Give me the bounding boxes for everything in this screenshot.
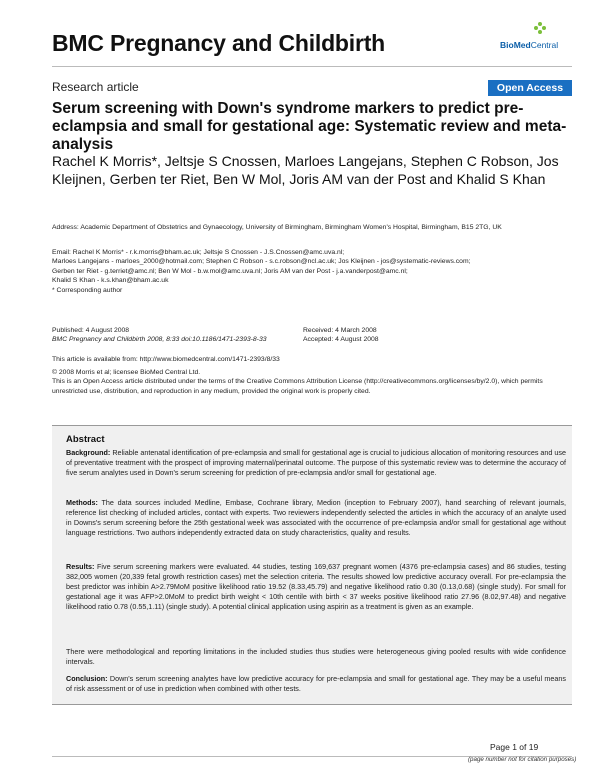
abstract-background: Background: Reliable antenatal identification of pre-eclampsia and small for gestational age is crucial to judicious allocation of monitoring resources and use of preventative treatment with the prospect of improving maternal/perinatal outcome. The purpose of this systematic review was to determine the accuracy of five serum analytes used in Down's serum screening for prediction of pre-eclampsia and/or small for gestational age. — [66, 448, 567, 477]
page-number: Page 1 of 19 — [490, 742, 539, 752]
author-list: Rachel K Morris*, Jeltsje S Cnossen, Marloes Langejans, Stephen C Robson, Jos Kleijnen, Gerben ter Riet, Ben W Mol, Joris AM van der Post and Khalid S Khan — [52, 153, 559, 187]
review-dates — [303, 326, 553, 345]
availability-link[interactable]: This article is available from: http://www.biomedcentral.com/1471-2393/8/33 — [52, 356, 280, 363]
corresponding-author-note: * Corresponding author — [52, 287, 123, 294]
author-address: Address: Academic Department of Obstetrics and Gynaecology, University of Birmingham, Birmingham Women's Hospital, Birmingham, B15 2TG, UK — [52, 224, 502, 231]
abstract-methods: Methods: The data sources included Medline, Embase, Cochrane library, Medion (inception to February 2007), hand searching of relevant journals, reference list checking of included articles, contact with experts. Two reviewers independently selected the articles in which the accuracy of an analyte used in Downs's serum screening before the 25th gestational week was associated with the occurrence of pre-eclampsia and/or small for gestational age without language restrictions. Two authors independently extracted data on study characteristics, quality and results. — [66, 498, 566, 537]
copyright-block — [52, 368, 572, 396]
email-line[interactable]: Email: Rachel K Morris* - r.k.morris@bham.ac.uk; Jeltsje S Cnossen - J.S.Cnossen@amc.uva.nl; — [52, 249, 345, 256]
publication-info — [52, 326, 302, 345]
copyright-line: © 2008 Morris et al; licensee BioMed Central Ltd. — [52, 369, 201, 376]
citation: BMC Pregnancy and Childbirth 2008, 8:33 doi:10.1186/1471-2393-8-33 — [52, 336, 267, 344]
email-line[interactable]: Khalid S Khan - k.s.khan@bham.ac.uk — [52, 277, 169, 285]
published-date: Published: 4 August 2008 — [52, 327, 130, 334]
email-line[interactable]: Gerben ter Riet - g.terriet@amc.nl; Ben W Mol - b.w.mol@amc.uva.nl; Joris AM van der Post - j.a.vanderpost@amc.nl; — [52, 267, 408, 275]
email-line[interactable]: Marloes Langejans - marloes_2000@hotmail.com; Stephen C Robson - s.c.robson@ncl.ac.uk; Jos Kleijnen - jos@systematic-reviews.com; — [52, 258, 471, 266]
article-title: Serum screening with Down's syndrome markers to predict pre-eclampsia and small for gestational age: Systematic review and meta-analysis — [52, 100, 567, 153]
logo-dots-icon — [534, 22, 546, 34]
author-emails — [52, 248, 572, 286]
received-date: Received: 4 March 2008 — [303, 327, 377, 334]
abstract-limitations: There were methodological and reporting limitations in the included studies thus studies were heterogeneous giving pooled results with wide confidence intervals. — [66, 647, 566, 666]
biomed-central-logo — [500, 22, 568, 56]
header-divider — [52, 66, 572, 67]
abstract-heading: Abstract — [66, 434, 105, 445]
journal-title: BMC Pregnancy and Childbirth — [52, 30, 386, 56]
page-number-note: (page number not for citation purposes) — [468, 756, 577, 763]
open-access-badge[interactable]: Open Access — [488, 80, 572, 96]
accepted-date: Accepted: 4 August 2008 — [303, 336, 379, 344]
license-text: This is an Open Access article distributed under the terms of the Creative Commons Attribution License (http://creativecommons.org/licenses/by/2.0), which permits unrestricted use, distribution, and reproduction in any medium, provided the original work is properly cited. — [52, 378, 543, 395]
article-type: Research article — [52, 80, 139, 94]
abstract-conclusion: Conclusion: Down's serum screening analytes have low predictive accuracy for pre-eclampsia and small for gestational age. They may be a useful means of risk assessment or of use in prediction when combined with other tests. — [66, 674, 566, 693]
abstract-results: Results: Five serum screening markers were evaluated. 44 studies, testing 169,637 pregnant women (4376 pre-eclampsia cases) and 86 studies, testing 382,005 women (20,339 fetal growth restriction cases) met the selection criteria. The results showed low predictive accuracy overall. For pre-eclampsia the best predictor was inhibin A>2.79MoM positive likelihood ratio 19.52 (8.33,45.79) and negative likelihood ratio 0.30 (0.13,0.68) (single study). For small for gestational age it was AFP>2.0MoM to predict birth weight < 10th centile with birth < 37 weeks positive likelihood ratio 27.96 (8.02,97.48) and negative likelihood ratio 0.78 (0.55,1.11) (single study). A potential clinical application using aspirin as a treatment is given as an example. — [66, 562, 566, 611]
abstract-box — [52, 425, 572, 705]
logo-text: BioMedCentral — [500, 40, 559, 50]
